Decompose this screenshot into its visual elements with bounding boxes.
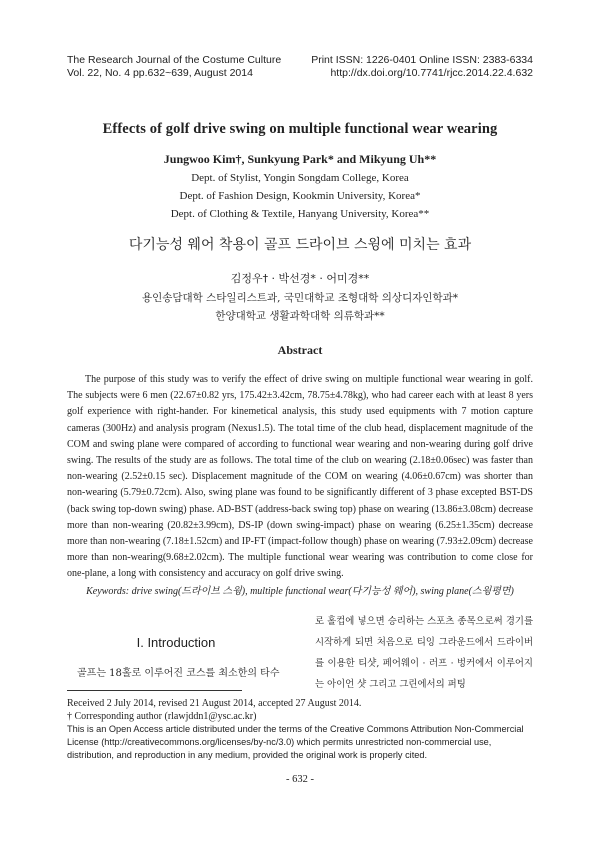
affiliation-2: Dept. of Fashion Design, Kookmin University, Korea* (179, 190, 421, 202)
corresponding-author: † Corresponding author (rlawjddn1@ysc.ac.kr) (67, 711, 257, 722)
affiliation-1: Dept. of Stylist, Yongin Songdam College, Korea (191, 172, 409, 184)
received-dates: Received 2 July 2014, revised 21 August 2014, accepted 27 August 2014. (67, 698, 362, 709)
intro-text-left: 골프는 18홀로 이루어진 코스를 최소한의 타수 (77, 668, 280, 679)
journal-issn: Print ISSN: 1226-0401 Online ISSN: 2383-6334 (311, 54, 533, 66)
paper-title: Effects of golf drive swing on multiple functional wear wearing (102, 121, 498, 137)
abstract-text: The purpose of this study was to verify the effect of drive swing on multiple functional wear wearing in golf. The subjects were 6 men (22.67±0.82 yrs, 175.42±3.42cm, 78.75±4.78kg), who had career each with at least 8 yers golf experience with right-hander. For kinemetical analysis, this study used equipments with 7 motion capture cameras (300Hz) and analysis program (Nexus1.5). The total time of the club head, displacement magnitude of the COM and swing plane were compared of according to functional wear wearing and non-wearing during golf drive swing. The results of the study are as follows. The total time of the club on wearing (2.18±0.06sec) was faster than non-wearing (2.52±0.15 sec). Displacement magnitude of the COM on wearing (4.06±0.67cm) was shorter than non-wearing (5.79±0.72cm). Also, swing plane was found to be significantly different of 3 phase excepted BST-DS (back swing top-down swing) phase. AD-BST (address-back swing top) phase on wearing (13.86±3.08cm) decrease more than non-wearing (20.82±3.99cm), DS-IP (down swing-impact) phase on wearing (6.25±1.35cm) decrease more than non-wearing (7.18±1.52cm) and IP-FT (impact-follow though) phase on wearing (7.93±2.09cm) decrease more than non-wearing(9.68±2.02cm). The multiple functional wear wearing was contribution to come close for one-plane, a long with consistency and accuracy on golf drive swing. (67, 374, 533, 580)
keywords: Keywords: drive swing(드라이브 스윙), multiple functional wear(다기능성 웨어), swing plane(스윙평면) (86, 586, 514, 597)
section-heading-introduction: I. Introduction (136, 635, 216, 650)
footnotes (67, 697, 537, 762)
korean-affiliation-1: 용인송담대학 스타일리스트과, 국민대학교 조형대학 의상디자인학과* (141, 292, 459, 304)
korean-affiliation-2: 한양대학교 생활과학대학 의류학과** (215, 310, 385, 322)
journal-volume: Vol. 22, No. 4 pp.632~639, August 2014 (67, 67, 253, 79)
journal-doi[interactable]: http://dx.doi.org/10.7741/rjcc.2014.22.4.632 (330, 67, 533, 79)
license-notice: This is an Open Access article distributed under the terms of the Creative Commons Attribution Non-Commercial License (http://creativecommons.org/licenses/by-nc/3.0) which permits unrestricted non-commercial use, distribution, and reproduction in any medium, provided the original work is properly cited. (67, 724, 524, 760)
abstract-heading: Abstract (277, 343, 323, 357)
footnote-divider (67, 690, 242, 691)
affiliation-3: Dept. of Clothing & Textile, Hanyang University, Korea** (170, 208, 430, 220)
korean-title: 다기능성 웨어 착용이 골프 드라이브 스윙에 미치는 효과 (128, 237, 472, 253)
intro-text-right: 로 홀컵에 넣으면 승리하는 스포츠 종목으로써 경기를 시작하게 되면 처음으로 티잉 그라운드에서 드라이버를 이용한 티샷, 페어웨이 · 러프 · 벙커에서 이루어지는 아이언 샷 그리고 그린에서의 퍼팅 (315, 616, 533, 690)
page-number: - 632 - (286, 774, 314, 785)
journal-header-right (311, 54, 533, 80)
journal-header-left (67, 54, 281, 80)
author-list: Jungwoo Kim†, Sunkyung Park* and Mikyung Uh** (163, 152, 437, 166)
journal-name: The Research Journal of the Costume Culture (67, 54, 282, 66)
korean-author-list: 김정우† · 박선경* · 어미경** (230, 272, 370, 285)
